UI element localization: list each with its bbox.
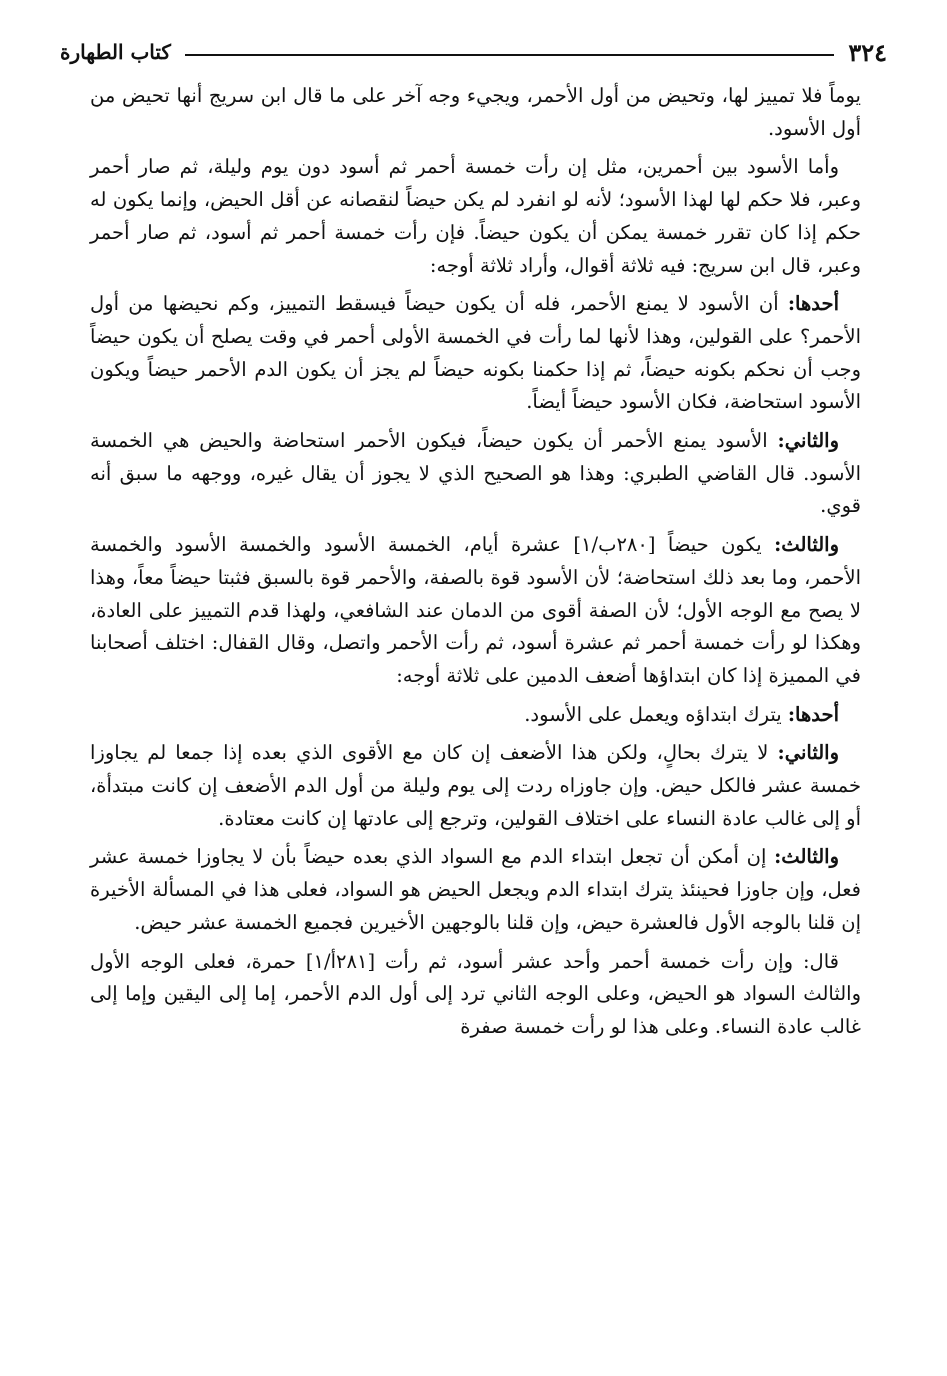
- paragraph: [90, 841, 861, 939]
- paragraph-text: أن الأسود لا يمنع الأحمر، فله أن يكون حيضاً فيسقط التمييز، وكم نحيضها من أول الأحمر؟ على القولين، وهذا لأنها لما رأت في الخمسة الأولى أحمر في وقت يصلح أن يكون حيضاً وجب أن نحكم بكونه حيضاً، ثم إذا حكمنا بكونه حيضاً لم يجز أن يكون الدم الأحمر حيضاً ويكون الأسود استحاضة، فكان الأسود حيضاً أيضاً.: [90, 292, 861, 414]
- paragraph-text: يترك ابتداؤه ويعمل على الأسود.: [524, 702, 788, 726]
- paragraph-text: وأما الأسود بين أحمرين، مثل إن رأت خمسة أحمر ثم أسود دون يوم وليلة، ثم صار أحمر وعبر، فلا حكم لها لهذا الأسود؛ لأنه لو انفرد لم يكن حيضاً لنقصانه عن أقل الحيض، وإنما يكون له حكم إذا كان تقرر خمسة يمكن أن يكون حيضاً. فإن رأت خمسة أحمر ثم أسود، ثم صار أحمر وعبر، قال ابن سريج: فيه ثلاثة أقوال، وأراد ثلاثة أوجه:: [90, 155, 861, 277]
- paragraph-text: قال: وإن رأت خمسة أحمر وأحد عشر أسود، ثم رأت [٢٨١أ/١] حمرة، فعلى الوجه الأول والثالث السواد هو الحيض، وعلى الوجه الثاني ترد إلى أول الدم الأحمر، إما إلى اليقين وإما إلى غالب عادة النساء. وعلى هذا لو رأت خمسة صفرة: [90, 949, 861, 1038]
- paragraph-text: لا يترك بحالٍ، ولكن هذا الأضعف إن كان مع الأقوى الذي بعده إذا جمعا لم يجاوزا خمسة عشر فالكل حيض. وإن جاوزاه ردت إلى يوم وليلة من أول الدم الأضعف إن كانت مبتدأة، أو إلى غالب عادة النساء على اختلاف القولين، وترجع إلى عادتها إن كانت معتادة.: [90, 741, 861, 830]
- paragraph-lead: والثاني:: [777, 429, 839, 453]
- paragraph: [90, 151, 861, 282]
- paragraph-text: الأسود يمنع الأحمر أن يكون حيضاً، فيكون الأحمر استحاضة والحيض هي الخمسة الأسود. قال القاضي الطبري: وهذا هو الصحيح الذي لا يجوز أن يقال غيره، ووجهه ما سبق أنه قوي.: [90, 429, 861, 518]
- paragraph: [90, 80, 861, 145]
- paragraph-lead: والثاني:: [777, 741, 839, 765]
- paragraph-lead: والثالث:: [774, 845, 839, 869]
- book-title: كتاب الطهارة: [60, 40, 171, 64]
- paragraph-text: إن أمكن أن تجعل ابتداء الدم مع السواد الذي بعده حيضاً بأن لا يجاوزا خمسة عشر فعل، وإن جاوزا فحينئذ يترك ابتداء الدم ويجعل الحيض هو السواد، فعلى هذا في المسألة الأخيرة إن قلنا بالوجه الأول فالعشرة حيض، وإن قلنا بالوجهين الأخيرين فجميع الخمسة عشر حيض.: [90, 845, 861, 934]
- paragraph: [90, 737, 861, 835]
- header-rule: [185, 54, 834, 56]
- paragraph-text: يكون حيضاً [٢٨٠ب/١] عشرة أيام، الخمسة الأسود والخمسة الأسود والخمسة الأحمر، وما بعد ذلك استحاضة؛ لأن الأسود قوة بالصفة، والأحمر قوة بالسبق فثبتا حيضاً معاً، وهذا لا يصح مع الوجه الأول؛ لأن الصفة أقوى من الدمان عند الشافعي، ولهذا قدم التمييز على العادة، وهكذا لو رأت خمسة أحمر ثم عشرة أسود، ثم رأت الأحمر واتصل، وقال القفال: اختلف أصحابنا في المميزة إذا كان ابتداؤها أضعف الدمين على ثلاثة أوجه:: [90, 533, 861, 687]
- paragraph: [90, 529, 861, 693]
- page-number: ٣٢٤: [848, 37, 887, 67]
- paragraph-lead: أحدها:: [787, 292, 839, 316]
- paragraph: [90, 288, 861, 419]
- paragraph: [90, 425, 861, 523]
- paragraph-lead: أحدها:: [787, 702, 839, 726]
- running-header: [60, 32, 887, 72]
- paragraph: [90, 946, 861, 1044]
- paragraph-text: يوماً فلا تمييز لها، وتحيض من أول الأحمر، ويجيء وجه آخر على ما قال ابن سريج أنها تحيض من أول الأسود.: [90, 84, 861, 140]
- paragraph: [90, 699, 861, 732]
- paragraph-lead: والثالث:: [774, 533, 839, 557]
- body-text: [90, 80, 861, 1050]
